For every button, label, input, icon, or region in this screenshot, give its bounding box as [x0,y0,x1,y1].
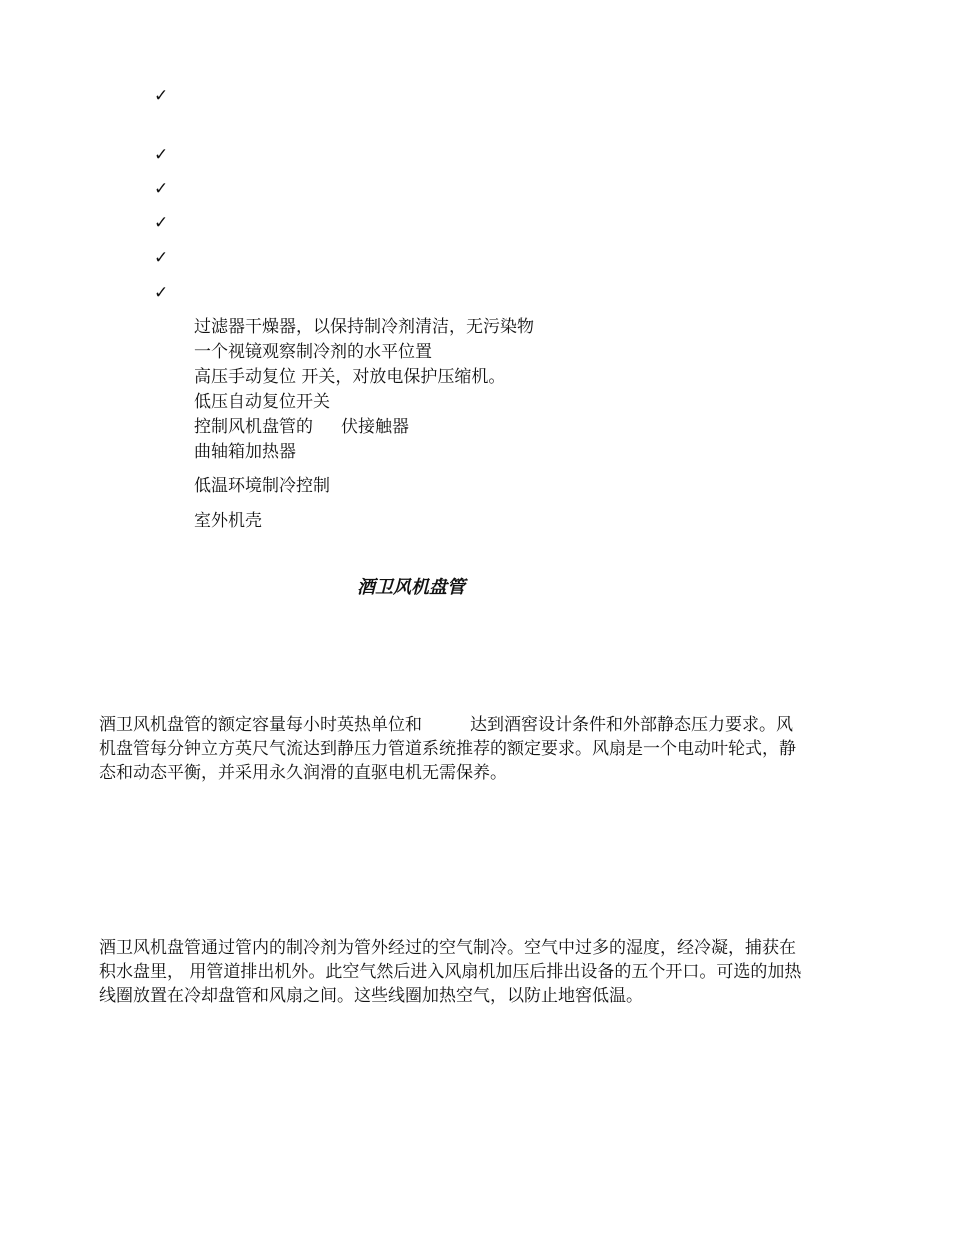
feature-outdoor-cabinet: 室外机壳 [194,511,262,531]
feature-filter-drier: 过滤器干燥器，以保持制冷剂清洁，无污染物 [194,317,534,337]
paragraph-text: 达到酒窖设计条件和外部静态压力要求。风 [470,715,793,735]
checkmark-icon: ✓ [154,283,169,303]
paragraph-line: 机盘管每分钟立方英尺气流达到静压力管道系统推荐的额定要求。风扇是一个电动叶轮式，静 [99,739,796,759]
checkmark-icon: ✓ [154,86,169,106]
paragraph-line: 酒卫风机盘管通过管内的制冷剂为管外经过的空气制冷。空气中过多的湿度，经冷凝，捕获在 [99,938,796,958]
checkmark-icon: ✓ [154,145,169,165]
checkmark-icon: ✓ [154,213,169,233]
section-title: 酒卫风机盘管 [357,577,465,598]
feature-contactor [194,415,409,439]
feature-sight-glass: 一个视镜观察制冷剂的水平位置 [194,342,432,362]
paragraph-line [99,713,871,737]
feature-contactor-part2: 伏接触器 [341,417,409,437]
feature-high-pressure-switch: 高压手动复位 开关，对放电保护压缩机。 [194,367,506,387]
feature-contactor-part1: 控制风机盘管的 [194,417,313,437]
paragraph-line: 积水盘里， 用管道排出机外。此空气然后进入风扇机加压后排出设备的五个开口。可选的加热 [99,962,802,982]
paragraph-capacity [99,713,871,785]
checkmark-icon: ✓ [154,248,169,268]
paragraph-line: 态和动态平衡，并采用永久润滑的直驱电机无需保养。 [99,763,507,783]
paragraph-operation [99,936,871,1008]
checkmark-icon: ✓ [154,179,169,199]
feature-low-ambient-control: 低温环境制冷控制 [194,476,330,496]
feature-crankcase-heater: 曲轴箱加热器 [194,442,296,462]
feature-low-pressure-switch: 低压自动复位开关 [194,392,330,412]
paragraph-text: 酒卫风机盘管的额定容量每小时英热单位和 [99,715,422,735]
paragraph-line: 线圈放置在冷却盘管和风扇之间。这些线圈加热空气，以防止地窖低温。 [99,986,643,1006]
